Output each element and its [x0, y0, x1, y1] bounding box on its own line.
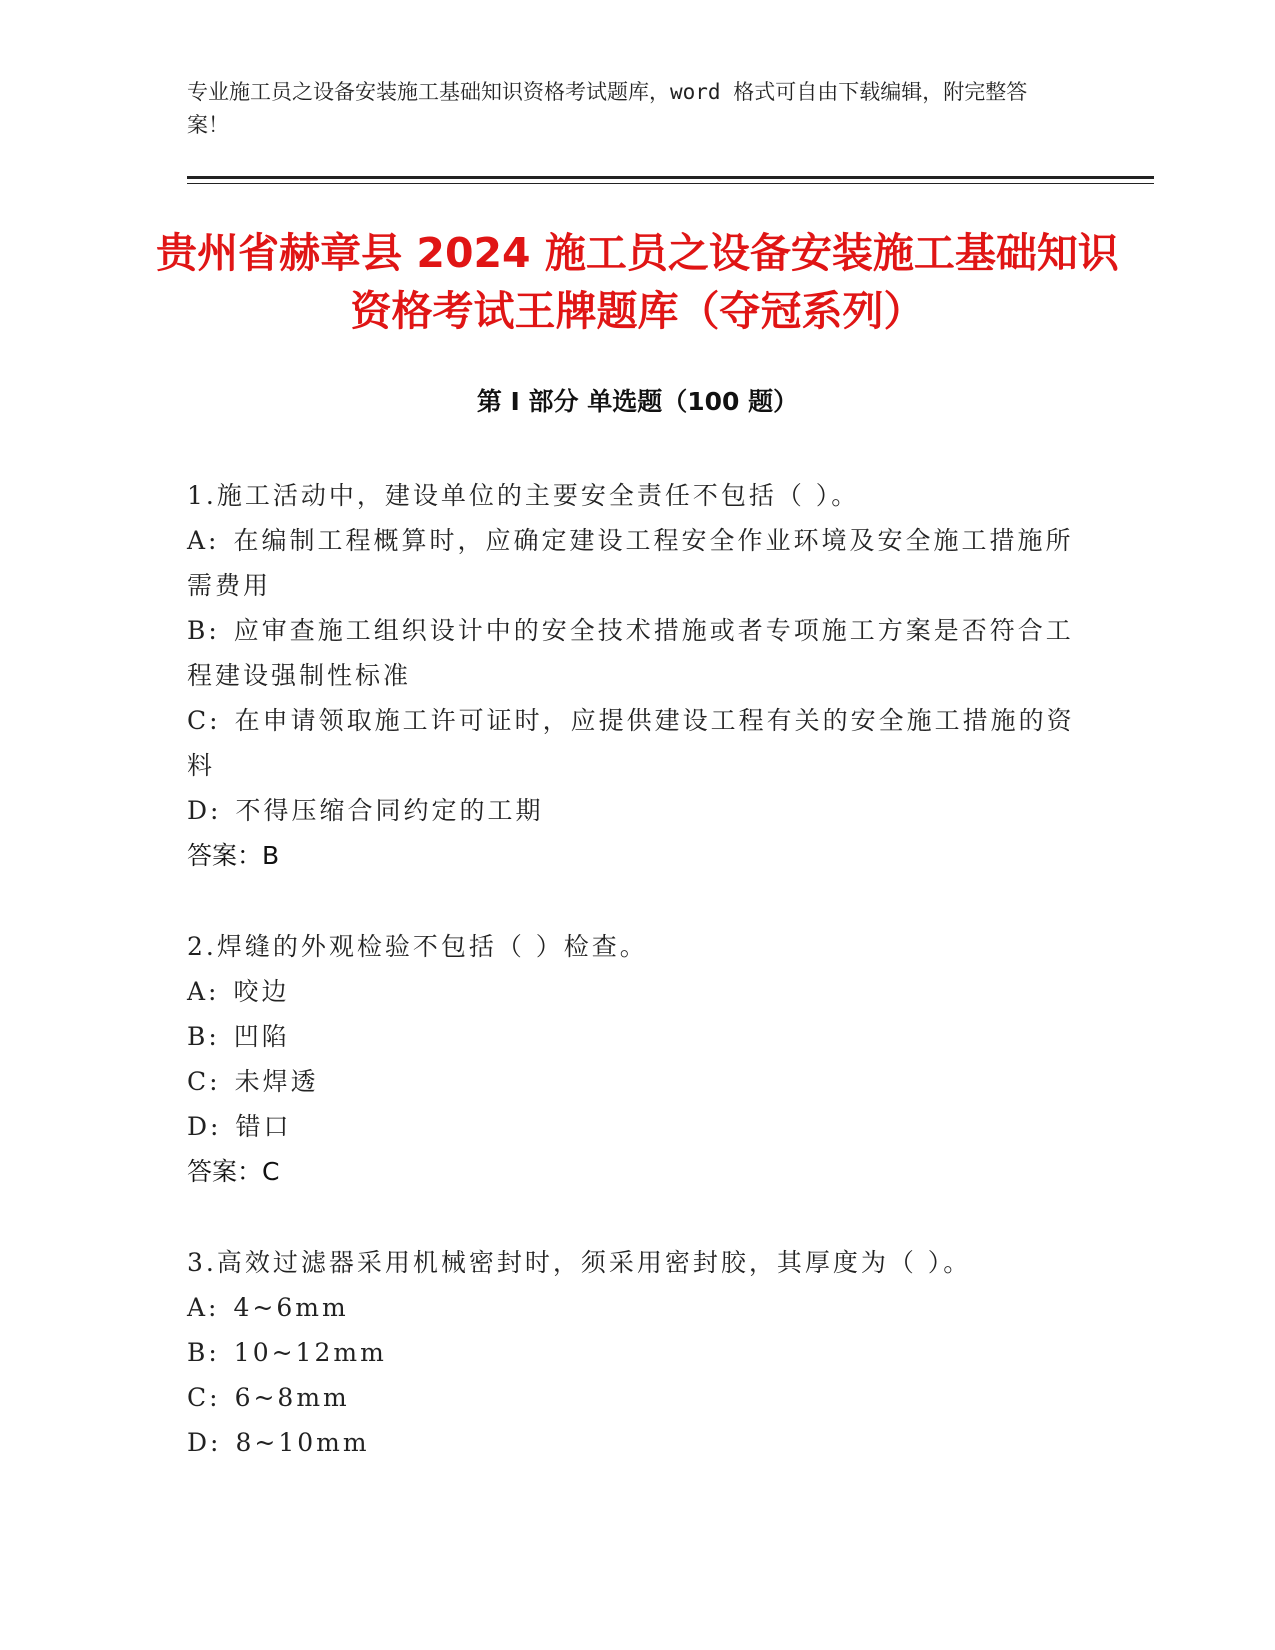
option-text: 错口 — [235, 1112, 292, 1141]
option-text: 凹陷 — [233, 1022, 290, 1051]
answer-line — [187, 833, 1077, 878]
option-text: 4~6mm — [233, 1293, 349, 1322]
option-c — [187, 1059, 1077, 1104]
option-text: 在编制工程概算时，应确定建设工程安全作业环境及安全施工措施所需费用 — [187, 526, 1074, 600]
question-stem: 2.焊缝的外观检验不包括（ ）检查。 — [187, 932, 648, 961]
option-text: 咬边 — [233, 977, 290, 1006]
option-text: 6~8mm — [234, 1383, 350, 1412]
option-d — [187, 788, 1077, 833]
option-c — [187, 698, 1077, 788]
option-label: A: — [187, 1293, 220, 1322]
option-text: 10~12mm — [233, 1338, 387, 1367]
section-title: 第 I 部分 单选题（100 题） — [476, 387, 799, 416]
header-note: 专业施工员之设备安装施工基础知识资格考试题库，word 格式可自由下载编辑，附完整答案！ — [187, 80, 1028, 137]
option-text: 8~10mm — [235, 1428, 370, 1457]
option-b — [187, 608, 1077, 698]
answer-value: B — [262, 841, 280, 870]
answer-value: C — [262, 1157, 280, 1186]
option-a — [187, 518, 1077, 608]
header-rule-thin — [187, 183, 1154, 184]
answer-prefix: 答案： — [187, 841, 263, 870]
option-label: B: — [187, 1022, 220, 1051]
option-b — [187, 1330, 1077, 1375]
option-label: C: — [187, 1383, 221, 1412]
option-label: D: — [187, 796, 222, 825]
question-1 — [187, 473, 1077, 878]
option-label: A: — [187, 526, 220, 555]
document-title: 贵州省赫章县 2024 施工员之设备安装施工基础知识资格考试王牌题库（夺冠系列） — [156, 229, 1119, 335]
option-d — [187, 1420, 1077, 1465]
option-label: B: — [187, 616, 220, 645]
option-text: 应审查施工组织设计中的安全技术措施或者专项施工方案是否符合工程建设强制性标准 — [187, 616, 1074, 690]
option-text: 未焊透 — [234, 1067, 319, 1096]
option-a — [187, 1285, 1077, 1330]
question-list — [187, 473, 1077, 1511]
option-label: C: — [187, 706, 221, 735]
question-stem: 1.施工活动中，建设单位的主要安全责任不包括（ ）。 — [187, 481, 860, 510]
option-text: 不得压缩合同约定的工期 — [235, 796, 544, 825]
option-d — [187, 1104, 1077, 1149]
question-2 — [187, 924, 1077, 1194]
option-label: D: — [187, 1112, 222, 1141]
option-c — [187, 1375, 1077, 1420]
option-label: A: — [187, 977, 220, 1006]
option-label: B: — [187, 1338, 220, 1367]
option-label: C: — [187, 1067, 221, 1096]
answer-prefix: 答案： — [187, 1157, 263, 1186]
option-label: D: — [187, 1428, 222, 1457]
question-3 — [187, 1240, 1077, 1465]
option-text: 在申请领取施工许可证时，应提供建设工程有关的安全施工措施的资料 — [187, 706, 1075, 780]
option-b — [187, 1014, 1077, 1059]
option-a — [187, 969, 1077, 1014]
header-rule-thick — [187, 176, 1154, 179]
question-stem: 3.高效过滤器采用机械密封时，须采用密封胶，其厚度为（ ）。 — [187, 1248, 972, 1277]
answer-line — [187, 1149, 1077, 1194]
